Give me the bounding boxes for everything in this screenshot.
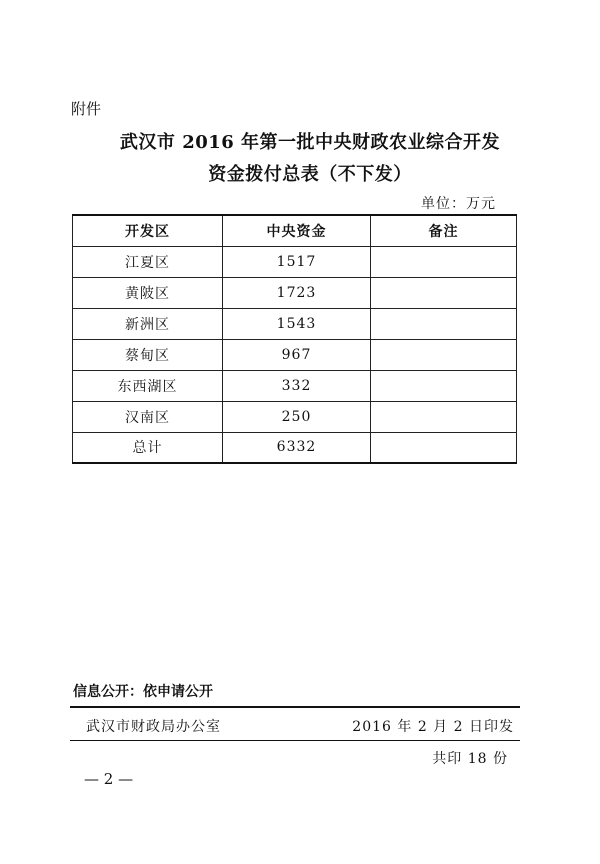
- unit-note: 单位：万元: [421, 196, 496, 212]
- fund-allocation-table: [72, 214, 517, 464]
- total-label-cell: 总计: [73, 432, 223, 463]
- footer-divider-top: [70, 706, 520, 708]
- column-header-fund: 中央资金: [223, 215, 371, 246]
- table-row: [73, 339, 517, 370]
- table-row: [73, 308, 517, 339]
- district-cell: 汉南区: [73, 401, 223, 432]
- remark-cell: [371, 339, 517, 370]
- remark-cell: [371, 246, 517, 277]
- district-cell: 江夏区: [73, 246, 223, 277]
- disclosure-note: 信息公开：依申请公开: [73, 684, 213, 700]
- fund-cell: 250: [223, 401, 371, 432]
- district-cell: 黄陂区: [73, 277, 223, 308]
- table-row: [73, 277, 517, 308]
- remark-cell: [371, 401, 517, 432]
- district-cell: 新洲区: [73, 308, 223, 339]
- remark-cell: [371, 308, 517, 339]
- fund-cell: 1723: [223, 277, 371, 308]
- fund-cell: 967: [223, 339, 371, 370]
- table-row: [73, 246, 517, 277]
- page-number: — 2 —: [84, 770, 134, 788]
- column-header-district: 开发区: [73, 215, 223, 246]
- remark-cell: [371, 370, 517, 401]
- footer-divider-middle: [70, 740, 520, 741]
- document-title-line1: 武汉市 2016 年第一批中央财政农业综合开发: [119, 132, 501, 153]
- column-header-remark: 备注: [371, 215, 517, 246]
- annex-label: 附件: [71, 100, 102, 118]
- fund-cell: 1543: [223, 308, 371, 339]
- fund-cell: 1517: [223, 246, 371, 277]
- total-remark-cell: [371, 432, 517, 463]
- copies-count: 共印 18 份: [432, 751, 508, 767]
- document-title-line2: 资金拨付总表（不下发）: [208, 164, 412, 185]
- total-fund-cell: 6332: [223, 432, 371, 463]
- remark-cell: [371, 277, 517, 308]
- fund-cell: 332: [223, 370, 371, 401]
- district-cell: 东西湖区: [73, 370, 223, 401]
- district-cell: 蔡甸区: [73, 339, 223, 370]
- table-row: [73, 401, 517, 432]
- issuer-name: 武汉市财政局办公室: [86, 719, 221, 735]
- issue-date: 2016 年 2 月 2 日印发: [352, 719, 514, 735]
- table-row: [73, 370, 517, 401]
- table-header-row: [73, 215, 517, 246]
- total-row: [73, 432, 517, 463]
